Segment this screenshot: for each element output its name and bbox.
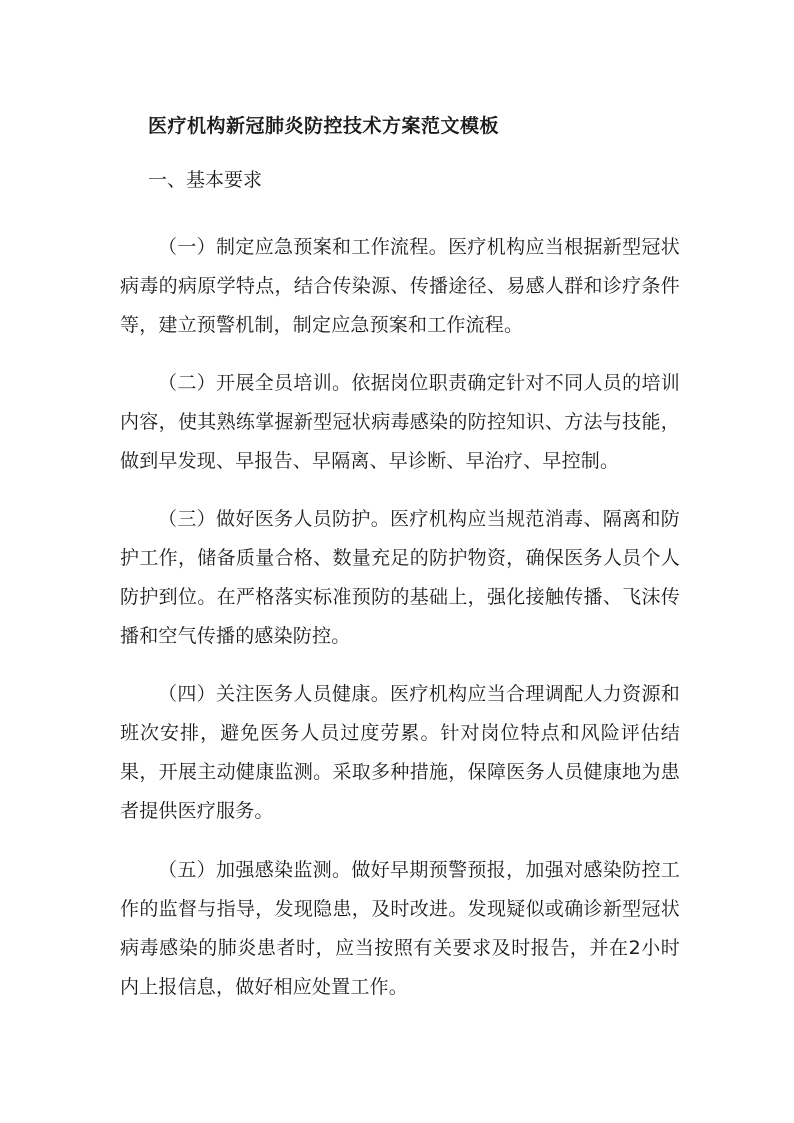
document-title: 医疗机构新冠肺炎防控技术方案范文模板 [148,115,500,137]
section-heading: 一、基本要求 [148,169,263,191]
paragraph-5: （五）加强感染监测。做好早期预警预报，加强对感染防控工作的监督与指导，发现隐患，及时改进。发现疑似或确诊新型冠状病毒感染的肺炎患者时，应当按照有关要求及时报告，并在2小时内上报信息，做好相应处置工作。 [120,859,680,998]
paragraph-1: （一）制定应急预案和工作流程。医疗机构应当根据新型冠状病毒的病原学特点，结合传染源、传播途径、易感人群和诊疗条件等，建立预警机制，制定应急预案和工作流程。 [120,236,680,336]
paragraph-3: （三）做好医务人员防护。医疗机构应当规范消毒、隔离和防护工作，储备质量合格、数量充足的防护物资，确保医务人员个人防护到位。在严格落实标准预防的基础上，强化接触传播、飞沫传播和空气传播的感染防控。 [120,508,680,647]
paragraph-4: （四）关注医务人员健康。医疗机构应当合理调配人力资源和班次安排，避免医务人员过度劳累。针对岗位特点和风险评估结果，开展主动健康监测。采取多种措施，保障医务人员健康地为患者提供医疗服务。 [120,683,680,822]
paragraph-2: （二）开展全员培训。依据岗位职责确定针对不同人员的培训内容，使其熟练掌握新型冠状病毒感染的防控知识、方法与技能，做到早发现、早报告、早隔离、早诊断、早治疗、早控制。 [120,372,680,472]
